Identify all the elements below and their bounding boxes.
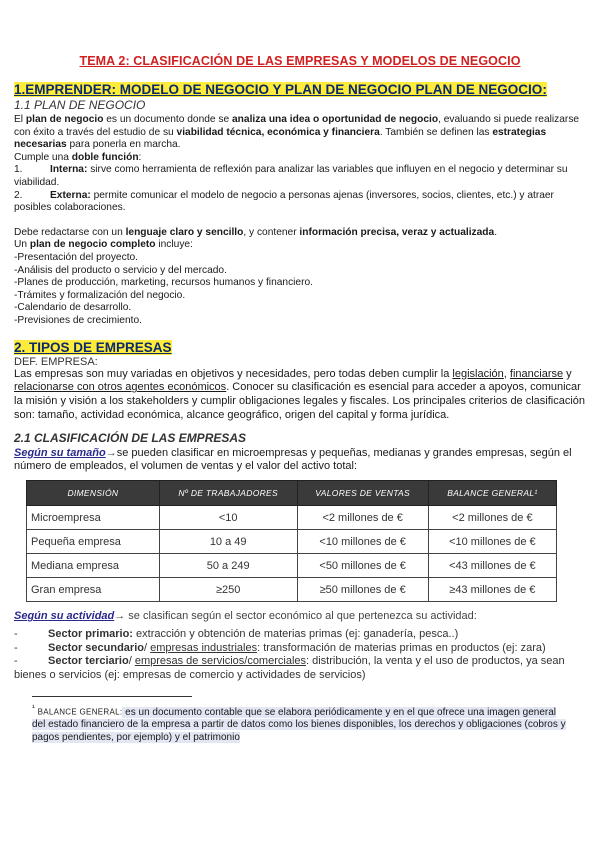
text: , evaluando si puede realizarse con éxito a través del estudio de su: [14, 114, 580, 138]
paragraph-plan-definition: [14, 114, 586, 152]
text: /: [128, 655, 135, 668]
bold-text: doble función: [71, 151, 139, 163]
arrow-icon: →: [114, 610, 126, 623]
bold-text: lenguaje claro y sencillo: [125, 226, 244, 238]
bold-text: plan de negocio completo: [29, 239, 156, 251]
table-header: DIMENSIÓN: [27, 481, 160, 506]
footnote-mark: ¹: [32, 702, 35, 713]
bold-text: Externa:: [50, 189, 91, 201]
paragraph-empresas: [14, 368, 586, 423]
item-number: 2.: [14, 189, 23, 201]
activity-criterion-label: Según su actividad: [14, 610, 115, 623]
table-row: [27, 554, 557, 578]
sector-item-terciario: [14, 655, 586, 682]
text: /: [143, 641, 151, 654]
footnote: [32, 701, 568, 744]
section2-heading: [14, 340, 586, 355]
section2-heading-text: 2. TIPOS DE EMPRESAS: [14, 339, 172, 355]
item-number: 1.: [14, 164, 23, 176]
text: sirve como herramienta de reflexión para analizar las variables que influyen en el negocio y determinar su viabilidad.: [14, 164, 568, 188]
table-cell: Pequeña empresa: [27, 530, 160, 554]
section1-heading-text: 1.EMPRENDER: MODELO DE NEGOCIO Y PLAN DE NEGOCIO PLAN DE NEGOCIO:: [14, 82, 547, 97]
bold-text: plan de negocio: [25, 114, 104, 125]
table-cell: ≥250: [159, 578, 297, 602]
document-page: [14, 54, 586, 745]
list-item: -Calendario de desarrollo.: [14, 302, 132, 314]
text: Un: [14, 239, 30, 251]
bold-text: viabilidad técnica, económica y financiera: [176, 126, 380, 138]
text: para ponerla en marcha.: [66, 139, 181, 151]
text: :: [138, 151, 142, 163]
text: , y contener: [243, 226, 300, 238]
table-cell: ≥43 millones de €: [428, 578, 556, 602]
underlined-text: legislación: [452, 367, 504, 380]
text: se pueden clasificar en microempresas y pequeñas, medianas y grandes empresas, según el número de empleados, el volumen de ventas y el valor del activo total:: [14, 446, 572, 473]
underlined-text: empresas de servicios/comerciales: [134, 655, 306, 668]
paragraph-segun-actividad: [14, 610, 586, 624]
text: permite comunicar el modelo de negocio a personas ajenas (inversores, socios, clientes, etc.) y atraer posibles colaboraciones.: [14, 189, 554, 214]
bold-text: información precisa, veraz y actualizada: [299, 226, 495, 238]
text: Debe redactarse con un: [14, 226, 126, 238]
subsection-plan-de-negocio: 1.1 PLAN DE NEGOCIO: [14, 98, 146, 112]
bold-text: Sector primario:: [48, 628, 133, 641]
underlined-text: financiarse: [509, 367, 564, 380]
table-cell: <50 millones de €: [297, 554, 428, 578]
list-item: -Planes de producción, marketing, recursos humanos y financiero.: [14, 277, 313, 289]
sector-item-primario: [14, 628, 586, 642]
section1-heading: [14, 82, 586, 97]
text: : distribución, la venta y el uso de productos, ya sean bienes o servicios (ej: empresas de comercio y actividades de servicios): [14, 655, 565, 681]
arrow-icon: →: [105, 446, 117, 459]
text: se clasifican según el sector económico al que pertenezca su actividad:: [125, 610, 477, 623]
paragraph-redaccion: [14, 227, 586, 240]
text: es un documento donde se: [103, 114, 233, 125]
list-item: -Presentación del proyecto.: [14, 251, 139, 263]
table-header-row: [27, 481, 557, 506]
underlined-text: relacionarse con otros agentes económicos: [14, 381, 227, 394]
footnote-text: es un documento contable que se elabora periódicamente y en el que ofrece una imagen general del estado financiero de la empresa a partir de datos como los bienes disponibles, los derechos y obligaciones (cobros y pagos pendientes, por ejemplo) y el patrimonio: [32, 706, 566, 743]
text: .: [494, 226, 498, 238]
text: . También se definen las: [379, 126, 493, 138]
text: incluye:: [155, 239, 193, 251]
subsection-clasificacion: 2.1 CLASIFICACIÓN DE LAS EMPRESAS: [14, 430, 247, 445]
text: Cumple una: [14, 151, 72, 163]
table-cell: Microempresa: [27, 506, 160, 530]
dash: -: [14, 641, 18, 654]
bold-text: estrategias necesarias: [14, 126, 547, 151]
function-item-externa: [14, 190, 586, 215]
table-cell: ≥50 millones de €: [297, 578, 428, 602]
table-cell: <43 millones de €: [428, 554, 556, 578]
paragraph-segun-tamano: [14, 447, 586, 475]
paragraph-doble-funcion: [14, 152, 586, 165]
text: ,: [503, 367, 510, 380]
text: extracción y obtención de materias primas (ej: ganadería, pesca..): [132, 628, 459, 641]
underlined-text: empresas industriales: [150, 641, 258, 654]
function-item-interna: [14, 164, 586, 189]
text: Las empresas son muy variadas en objetivos y necesidades, pero todas deben cumplir la: [14, 367, 453, 380]
footnote-separator: [32, 696, 192, 697]
table-cell: 50 a 249: [159, 554, 297, 578]
table-row: [27, 578, 557, 602]
table-header: BALANCE GENERAL¹: [428, 481, 556, 506]
table-header: VALORES DE VENTAS: [297, 481, 428, 506]
table-cell: 10 a 49: [159, 530, 297, 554]
dash: -: [14, 655, 18, 668]
table-row: [27, 530, 557, 554]
table-header: Nº DE TRABAJADORES: [159, 481, 297, 506]
document-title: TEMA 2: CLASIFICACIÓN DE LAS EMPRESAS Y MODELOS DE NEGOCIO: [79, 54, 521, 68]
bold-text: analiza una idea o oportunidad de negocio: [232, 114, 439, 125]
text: El: [14, 114, 26, 125]
table-cell: <2 millones de €: [428, 506, 556, 530]
sector-item-secundario: [14, 642, 586, 656]
table-cell: Gran empresa: [27, 578, 160, 602]
size-criterion-label: Según su tamaño: [14, 446, 106, 459]
footnote-label: BALANCE GENERAL:: [37, 707, 123, 717]
text: y: [563, 367, 572, 380]
def-empresa-label: DEF. EMPRESA:: [14, 355, 98, 368]
table-cell: <2 millones de €: [297, 506, 428, 530]
size-classification-table: [26, 480, 557, 602]
text: . Conocer su clasificación es esencial para acceder a apoyos, comunicar la misión y visión a los stakeholders y cumplir obligaciones legales y fiscales. Los principales criterios de clasificación son: tamaño, actividad económica, alcance geográfico, origen del capital y forma jurídica.: [14, 381, 586, 421]
paragraph-plan-completo: [14, 239, 586, 252]
bold-text: Sector terciario: [48, 655, 129, 668]
table-cell: <10: [159, 506, 297, 530]
list-item: -Previsiones de crecimiento.: [14, 314, 142, 326]
bold-text: Interna:: [50, 164, 88, 176]
list-item: -Análisis del producto o servicio y del mercado.: [14, 264, 227, 276]
table-cell: <10 millones de €: [428, 530, 556, 554]
table-cell: <10 millones de €: [297, 530, 428, 554]
dash: -: [14, 628, 18, 641]
list-item: -Trámites y formalización del negocio.: [14, 289, 186, 301]
table-row: [27, 506, 557, 530]
text: : transformación de materias primas en productos (ej: zara): [257, 641, 546, 654]
table-cell: Mediana empresa: [27, 554, 160, 578]
bold-text: Sector secundario: [48, 641, 144, 654]
